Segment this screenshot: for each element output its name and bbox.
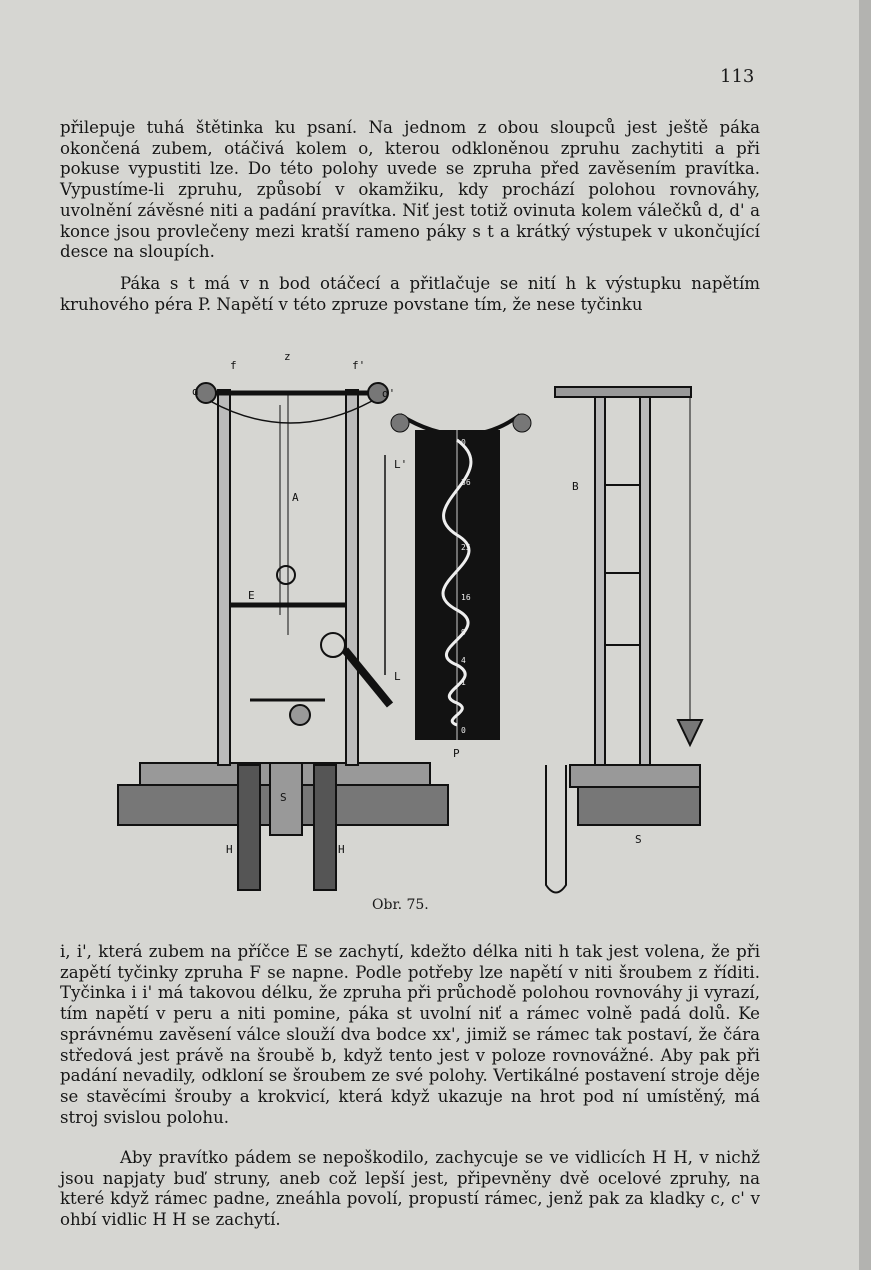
svg-text:S: S <box>280 791 287 804</box>
svg-text:L': L' <box>394 458 408 471</box>
svg-text:16: 16 <box>461 593 471 602</box>
svg-text:4: 4 <box>461 656 466 665</box>
paragraph-4 <box>60 1148 760 1231</box>
svg-text:H: H <box>338 843 345 856</box>
svg-text:B: B <box>572 480 579 493</box>
svg-text:d: d <box>192 385 199 398</box>
svg-text:H: H <box>226 843 233 856</box>
svg-text:P: P <box>453 747 460 760</box>
svg-text:E: E <box>248 589 255 602</box>
svg-text:d': d' <box>382 387 396 400</box>
paragraph-1-text: přilepuje tuhá štětinka ku psaní. Na jednom z obou sloupců jest ještě páka okončená zubem, otáčivá kolem o, kterou odkloněnou zpruhu zachytiti a při pokuse vypustiti lze. Do této polohy uvede se zpruha před zavěsením pravítka. Vypustíme-li zpruhu, způsobí v okamžiku, kdy prochází polohou rovnováhy, uvolnění závěsné niti a padání pravítka. Niť jest totiž ovinuta kolem válečků d, d' a konce jsou provlečeny mezi kratší rameno páky s t a krátký výstupek v ukončující desce na sloupích. <box>60 118 760 262</box>
paragraph-2-text: Páka s t má v n bod otáčecí a přitlačuje se nití h k výstupku napětím kruhového péra P. Napětí v této zpruze povstane tím, že nese tyčinku <box>60 274 760 314</box>
paragraph-4-text: Aby pravítko pádem se nepoškodilo, zachycuje se ve vidlicích H H, v nichž jsou napjaty buď struny, aneb což lepší jest, připevněny dvě ocelové zpruhy, na které když rámec padne, zneáhla povolí, propustí rámec, jenž pak za kladky c, c' v ohbí vidlic H H se zachytí. <box>60 1148 760 1230</box>
paragraph-3-text: i, i', která zubem na příčce E se zachytí, kdežto délka niti h tak jest volena, že při zapětí tyčinky zpruha F se napne. Podle potřeby lze napětí v niti šroubem z říditi. Tyčinka i i' má takovou délku, že zpruha při průchodě polohou rovnováhy ji vyrazí, tím napětí v peru a niti pomine, páka st uvolní niť a rámec volně padá dolů. Ke správnému zavěsení válce slouží dva bodce xx', jimiž se rámec tak postaví, že čára středová jest právě na šroubě b, když tento jest v poloze rovnovážné. Aby pak při padání nevadily, odkloní se šroubem ze své polohy. Vertikálné postavení stroje děje se stavěcími šrouby a krokvicí, která když ukazuje na hrot pod ní umístěný, má stroj svislou polohu. <box>60 942 760 1127</box>
svg-text:f': f' <box>352 359 366 372</box>
svg-text:0: 0 <box>461 726 466 735</box>
figure-apparatus <box>110 345 710 900</box>
svg-text:z: z <box>284 350 291 363</box>
paragraph-3 <box>60 942 760 1128</box>
apparatus-side-view <box>546 387 702 893</box>
svg-text:S: S <box>635 833 642 846</box>
svg-text:9: 9 <box>461 628 466 637</box>
svg-text:L: L <box>394 670 401 683</box>
svg-text:A: A <box>292 491 299 504</box>
paragraph-2 <box>60 274 760 315</box>
page-edge <box>859 0 871 1270</box>
svg-text:25: 25 <box>461 543 471 552</box>
paragraph-1 <box>60 118 760 263</box>
svg-text:1: 1 <box>461 678 466 687</box>
figure-caption: Obr. 75. <box>372 897 429 913</box>
svg-text:0: 0 <box>461 438 466 447</box>
svg-text:f: f <box>230 359 237 372</box>
svg-text:36: 36 <box>461 478 471 487</box>
page-number: 113 <box>720 66 755 87</box>
